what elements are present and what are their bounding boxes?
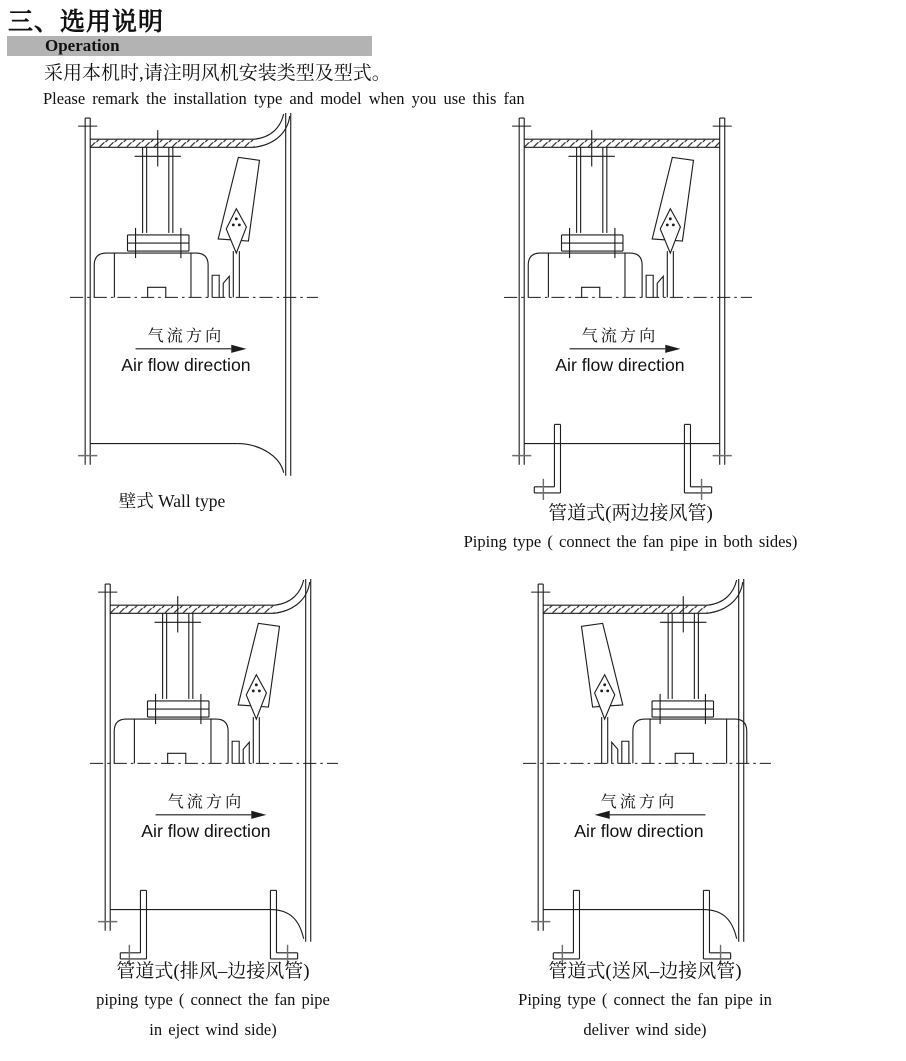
airflow-label-en: Air flow direction xyxy=(121,354,251,375)
fan-diagram-piping-both-sides xyxy=(512,110,744,505)
airflow-label-cn: 气流方向 xyxy=(147,326,225,345)
diagram-caption-line: Piping type ( connect the fan pipe in xyxy=(518,990,772,1009)
fan-diagram-piping-deliver-side xyxy=(531,576,763,971)
diagram-caption-line: piping type ( connect the fan pipe xyxy=(96,990,330,1009)
airflow-arrow-icon xyxy=(595,811,706,819)
airflow-label-cn: 气流方向 xyxy=(167,792,245,811)
figure-piping-deliver-side xyxy=(531,576,763,972)
airflow-arrow-icon xyxy=(136,345,247,353)
figure-piping-eject-side xyxy=(98,576,330,972)
fan-machine xyxy=(94,130,259,297)
fan-machine xyxy=(528,130,693,297)
fan-diagram-piping-eject-side xyxy=(98,576,330,971)
diagram-caption-line: 管道式(排风–边接风管) xyxy=(116,961,310,982)
caption-piping-eject-side xyxy=(88,958,338,1045)
diagram-caption-line: 管道式(两边接风管) xyxy=(548,503,713,524)
diagram-caption-line: in eject wind side) xyxy=(149,1020,277,1039)
airflow-arrow-icon xyxy=(570,345,681,353)
note-chinese: 采用本机时,请注明风机安装类型及型式。 xyxy=(44,63,391,84)
duct-shell xyxy=(531,579,744,966)
duct-shell xyxy=(98,579,311,966)
diagram-caption-line: 管道式(送风–边接风管) xyxy=(548,961,742,982)
caption-wall-type xyxy=(62,488,282,515)
airflow-arrow-icon xyxy=(156,811,267,819)
fan-machine xyxy=(114,596,279,763)
section-label: Operation xyxy=(45,36,120,55)
airflow-label-en: Air flow direction xyxy=(141,820,271,841)
airflow-label-cn: 气流方向 xyxy=(600,792,678,811)
diagram-caption-line: 壁式 Wall type xyxy=(118,491,226,511)
caption-piping-both-sides xyxy=(458,500,803,557)
fan-machine xyxy=(582,596,747,763)
diagram-caption-line: deliver wind side) xyxy=(583,1020,707,1039)
airflow-label-cn: 气流方向 xyxy=(581,326,659,345)
airflow-label-en: Air flow direction xyxy=(555,354,685,375)
caption-piping-deliver-side xyxy=(500,958,790,1045)
duct-shell xyxy=(512,118,732,500)
page-title: 三、选用说明 xyxy=(8,9,165,36)
diagram-caption-line: Piping type ( connect the fan pipe in both sides) xyxy=(463,532,798,551)
airflow-label-en: Air flow direction xyxy=(574,820,704,841)
figure-wall-type xyxy=(78,110,310,506)
section-header-bar xyxy=(7,36,372,56)
fan-diagram-wall-type xyxy=(78,110,310,505)
note-english: Please remark the installation type and model when you use this fan xyxy=(43,89,525,108)
figure-piping-both-sides xyxy=(512,110,744,506)
